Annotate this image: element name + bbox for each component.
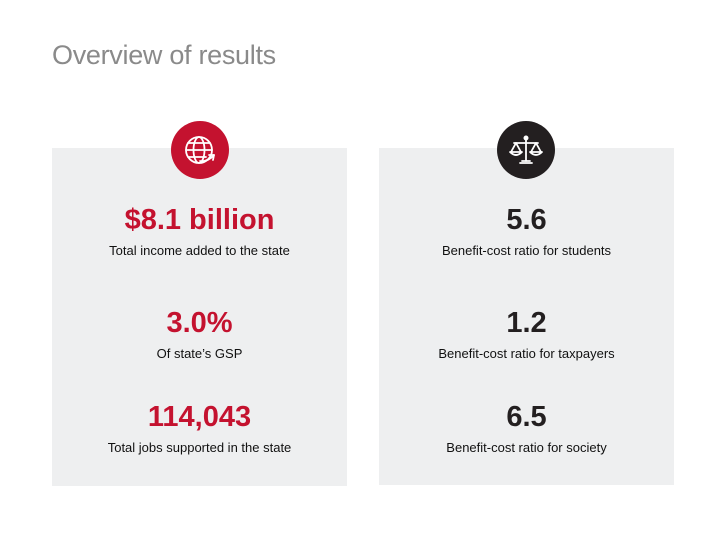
- stat-label: Benefit-cost ratio for students: [441, 243, 612, 258]
- stat-label: Benefit-cost ratio for society: [446, 440, 607, 455]
- stat-label: Of state’s GSP: [156, 346, 243, 361]
- stat-label: Total income added to the state: [109, 243, 290, 258]
- stat-gsp: [52, 306, 347, 361]
- globe-arrow-icon: [171, 121, 229, 179]
- income-panel: [52, 148, 347, 486]
- stat-value: 5.6: [506, 204, 547, 236]
- stat-taxpayers: [379, 306, 674, 361]
- stat-jobs: [52, 400, 347, 455]
- scales-icon: [497, 121, 555, 179]
- benefit-cost-panel: [379, 148, 674, 485]
- stat-value: 3.0%: [166, 307, 233, 339]
- stat-total-income: [52, 203, 347, 258]
- stat-students: [379, 203, 674, 258]
- stat-value: 114,043: [147, 401, 252, 433]
- stat-society: [379, 400, 674, 455]
- stat-label: Benefit-cost ratio for taxpayers: [438, 346, 615, 361]
- stat-value: 1.2: [506, 307, 547, 339]
- stat-value: $8.1 billion: [124, 204, 275, 236]
- stat-label: Total jobs supported in the state: [107, 440, 292, 455]
- stat-value: 6.5: [506, 401, 547, 433]
- page-title: Overview of results: [52, 40, 276, 70]
